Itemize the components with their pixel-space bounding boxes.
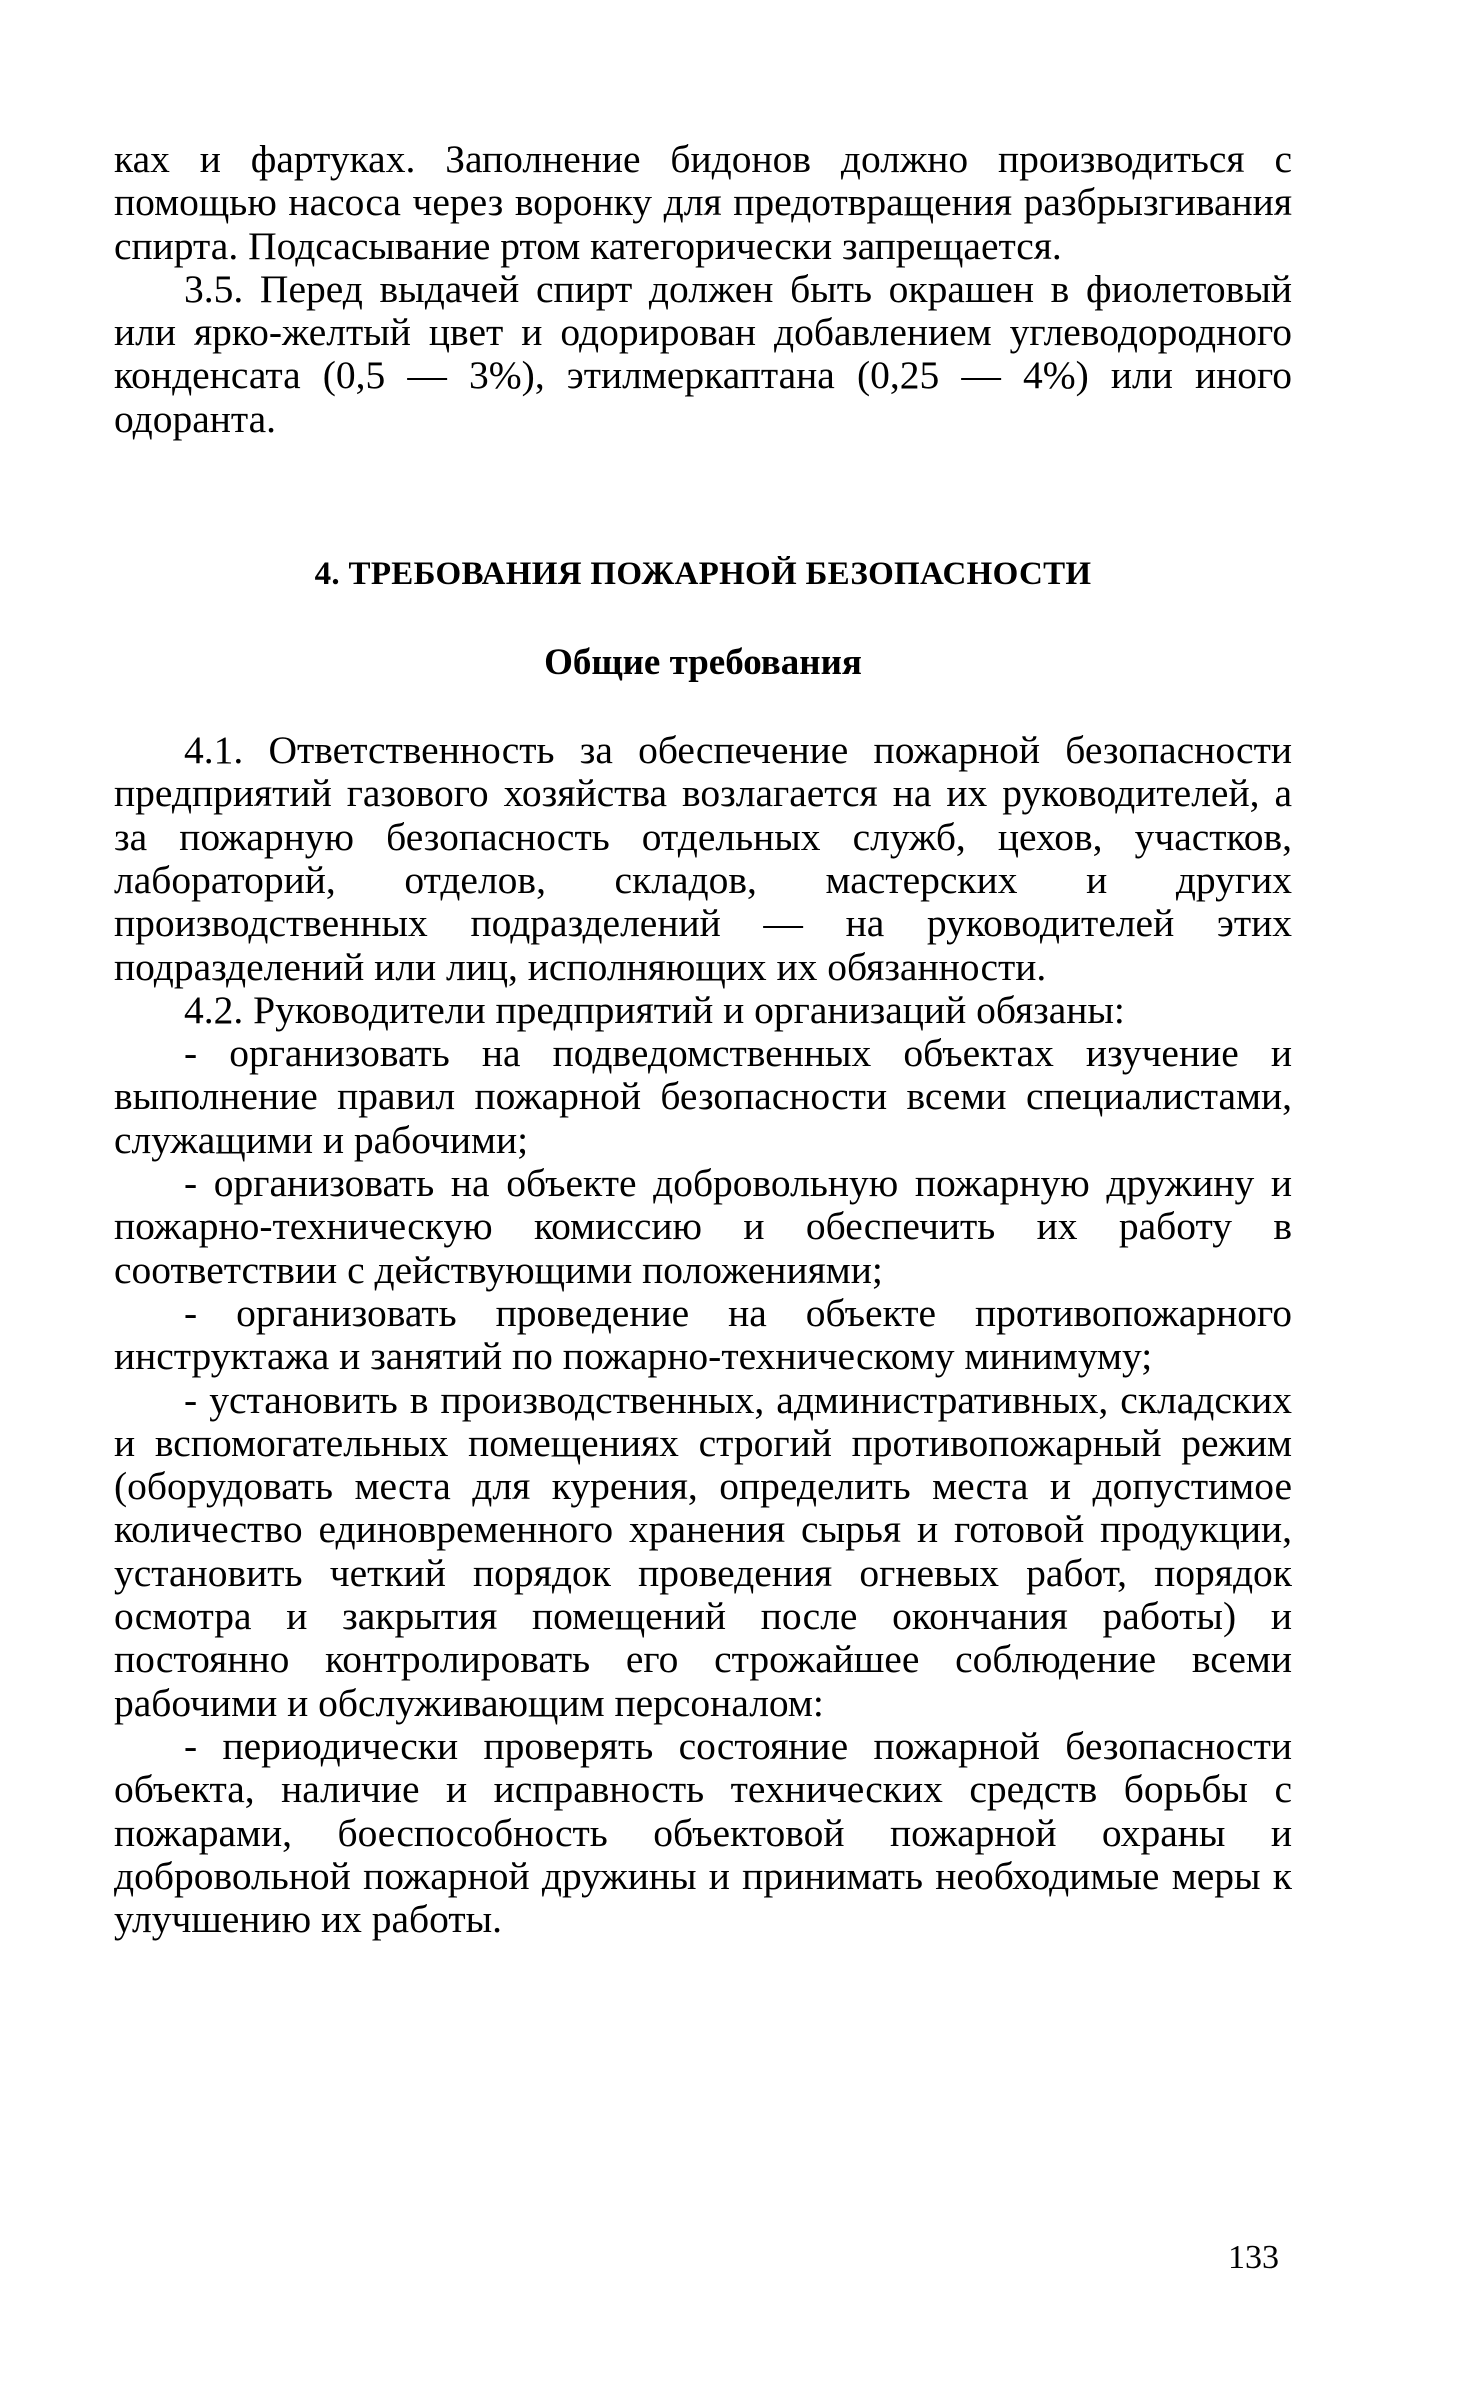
list-item-2: - организовать на объекте добровольную пожарную дружину и пожарно-техническую комиссию и обеспечить их работу в соответствии с действующими положениями;: [114, 1161, 1292, 1292]
sub-heading: Общие требования: [544, 642, 862, 684]
list-item-3: - организовать проведение на объекте противопожарного инструктажа и занятий по пожарно-техническому минимуму;: [114, 1290, 1292, 1379]
list-item-5: - периодически проверять состояние пожарной безопасности объекта, наличие и исправность технических средств борьбы с пожарами, боеспособность объектовой пожарной охраны и добровольной пожарной дружины и принимать необходимые меры к улучшению их работы.: [114, 1723, 1292, 1942]
paragraph-continuation: ках и фартуках. Заполнение бидонов должно производиться с помощью насоса через воронку для предотвращения разбрызгивания спирта. Подсасывание ртом категорически запрещается.: [114, 137, 1292, 268]
document-page: [114, 138, 1292, 1941]
list-item-1: - организовать на подведомственных объектах изучение и выполнение правил пожарной безопасности всеми специалистами, служащими и рабочими;: [114, 1031, 1292, 1162]
paragraph-4-2: 4.2. Руководители предприятий и организаций обязаны:: [184, 987, 1125, 1032]
paragraph-4-1: 4.1. Ответственность за обеспечение пожарной безопасности предприятий газового хозяйства возлагается на их руководителей, а за пожарную безопасность отдельных служб, цехов, участков, лабораторий, отделов, складов, мастерских и других производственных подразделений — на руководителей этих подразделений или лиц, исполняющих их обязанности.: [114, 728, 1292, 989]
page-number: 133: [1228, 2239, 1279, 2276]
paragraph-3-5: 3.5. Перед выдачей спирт должен быть окрашен в фиолетовый или ярко-желтый цвет и одорирован добавлением углеводородного конденсата (0,5 — 3%), этилмеркаптана (0,25 — 4%) или иного одоранта.: [114, 266, 1292, 441]
list-item-4: - установить в производственных, административных, складских и вспомогательных помещениях строгий противопожарный режим (оборудовать места для курения, определить места и допустимое количество единовременного хранения сырья и готовой продукции, установить четкий порядок проведения огневых работ, порядок осмотра и закрытия помещений после окончания работы) и постоянно контролировать его строжайшее соблюдение всеми рабочими и обслуживающим персоналом:: [114, 1377, 1292, 1725]
section-heading: 4. ТРЕБОВАНИЯ ПОЖАРНОЙ БЕЗОПАСНОСТИ: [314, 556, 1092, 593]
